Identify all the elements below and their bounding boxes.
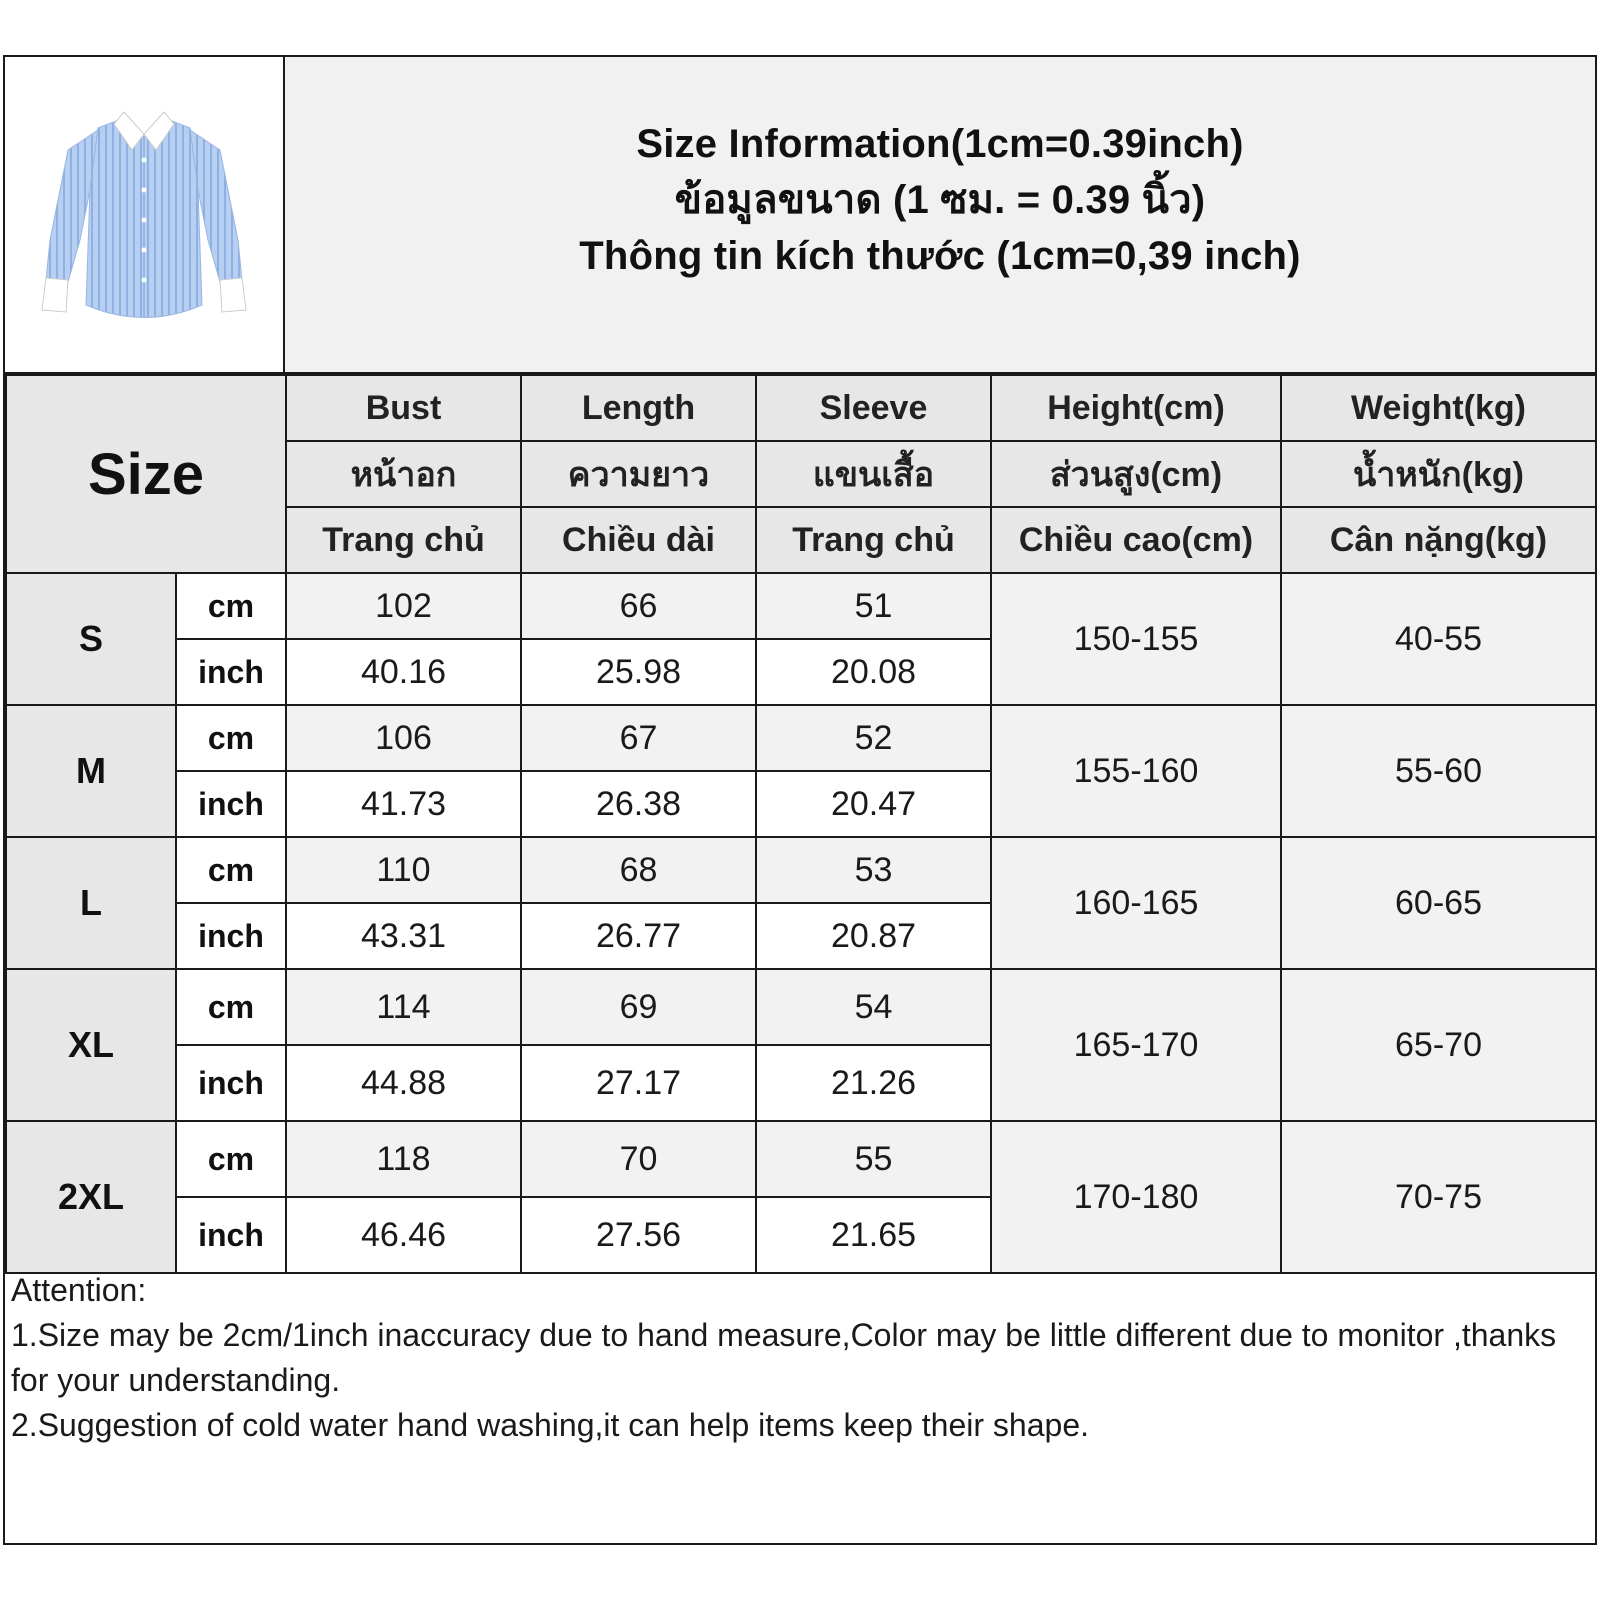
bust-inch: 43.31 (286, 903, 521, 969)
size-column-header: Size (6, 375, 286, 573)
column-header-height-en: Height(cm) (991, 375, 1281, 441)
bust-cm: 102 (286, 573, 521, 639)
bust-cm: 106 (286, 705, 521, 771)
weight-range: 65-70 (1281, 969, 1596, 1121)
sleeve-inch: 21.65 (756, 1197, 991, 1273)
unit-label: cm (176, 705, 286, 771)
table-row (6, 1121, 1596, 1197)
sleeve-inch: 20.08 (756, 639, 991, 705)
length-inch: 26.38 (521, 771, 756, 837)
unit-label: inch (176, 771, 286, 837)
size-label: M (6, 705, 176, 837)
sleeve-cm: 54 (756, 969, 991, 1045)
attention-notes (5, 1264, 1595, 1543)
sleeve-inch: 20.87 (756, 903, 991, 969)
height-range: 165-170 (991, 969, 1281, 1121)
column-header-length-en: Length (521, 375, 756, 441)
height-range: 160-165 (991, 837, 1281, 969)
column-header-bust-th: หน้าอก (286, 441, 521, 507)
unit-label: cm (176, 573, 286, 639)
bust-cm: 118 (286, 1121, 521, 1197)
size-label: S (6, 573, 176, 705)
bust-inch: 41.73 (286, 771, 521, 837)
unit-label: cm (176, 837, 286, 903)
sleeve-cm: 51 (756, 573, 991, 639)
sleeve-inch: 21.26 (756, 1045, 991, 1121)
column-header-sleeve-th: แขนเสื้อ (756, 441, 991, 507)
sleeve-cm: 52 (756, 705, 991, 771)
unit-label: inch (176, 903, 286, 969)
height-range: 170-180 (991, 1121, 1281, 1273)
size-label: 2XL (6, 1121, 176, 1273)
column-header-bust-vi: Trang chủ (286, 507, 521, 573)
table-row (6, 573, 1596, 639)
title-vietnamese: Thông tin kích thước (1cm=0,39 inch) (579, 233, 1301, 278)
size-information-header (285, 57, 1595, 374)
height-range: 150-155 (991, 573, 1281, 705)
length-cm: 66 (521, 573, 756, 639)
size-label: L (6, 837, 176, 969)
unit-label: inch (176, 1045, 286, 1121)
length-cm: 69 (521, 969, 756, 1045)
bust-inch: 40.16 (286, 639, 521, 705)
column-header-bust-en: Bust (286, 375, 521, 441)
unit-label: inch (176, 1197, 286, 1273)
weight-range: 70-75 (1281, 1121, 1596, 1273)
note-item: 1.Size may be 2cm/1inch inaccuracy due to hand measure,Color may be little different due to monitor ,thanks for your understanding. (11, 1317, 1557, 1398)
column-header-height-th: ส่วนสูง(cm) (991, 441, 1281, 507)
column-header-height-vi: Chiều cao(cm) (991, 507, 1281, 573)
shirt-icon (28, 90, 260, 340)
weight-range: 40-55 (1281, 573, 1596, 705)
bust-inch: 46.46 (286, 1197, 521, 1273)
length-cm: 67 (521, 705, 756, 771)
length-cm: 68 (521, 837, 756, 903)
length-inch: 27.56 (521, 1197, 756, 1273)
table-row (6, 969, 1596, 1045)
note-item: 2.Suggestion of cold water hand washing,it can help items keep their shape. (11, 1407, 1089, 1443)
size-label: XL (6, 969, 176, 1121)
sleeve-inch: 20.47 (756, 771, 991, 837)
table-row (6, 837, 1596, 903)
unit-label: cm (176, 1121, 286, 1197)
column-header-weight-vi: Cân nặng(kg) (1281, 507, 1596, 573)
column-header-sleeve-en: Sleeve (756, 375, 991, 441)
notes-heading: Attention: (11, 1272, 147, 1308)
unit-label: cm (176, 969, 286, 1045)
unit-label: inch (176, 639, 286, 705)
size-table (5, 374, 1597, 1274)
column-header-sleeve-vi: Trang chủ (756, 507, 991, 573)
length-inch: 26.77 (521, 903, 756, 969)
table-row (6, 705, 1596, 771)
weight-range: 60-65 (1281, 837, 1596, 969)
length-cm: 70 (521, 1121, 756, 1197)
bust-inch: 44.88 (286, 1045, 521, 1121)
bust-cm: 110 (286, 837, 521, 903)
weight-range: 55-60 (1281, 705, 1596, 837)
sleeve-cm: 55 (756, 1121, 991, 1197)
height-range: 155-160 (991, 705, 1281, 837)
length-inch: 25.98 (521, 639, 756, 705)
bust-cm: 114 (286, 969, 521, 1045)
length-inch: 27.17 (521, 1045, 756, 1121)
column-header-weight-th: น้ำหนัก(kg) (1281, 441, 1596, 507)
product-photo (5, 57, 285, 374)
column-header-length-vi: Chiều dài (521, 507, 756, 573)
size-chart (3, 55, 1597, 1545)
sleeve-cm: 53 (756, 837, 991, 903)
column-header-length-th: ความยาว (521, 441, 756, 507)
title-thai: ข้อมูลขนาด (1 ซม. = 0.39 นิ้ว) (674, 177, 1206, 222)
column-header-weight-en: Weight(kg) (1281, 375, 1596, 441)
title-english: Size Information(1cm=0.39inch) (636, 121, 1244, 166)
